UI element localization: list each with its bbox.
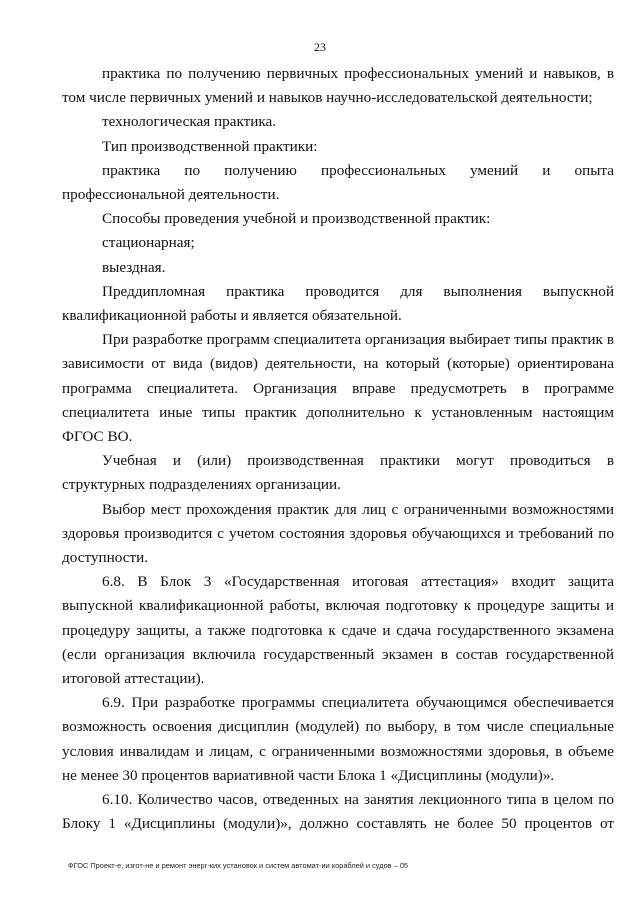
paragraph-field: выездная. <box>102 258 166 276</box>
paragraph-technological-practice: технологическая практика. <box>102 113 277 131</box>
paragraph-disabilities: Выбор мест прохождения практик для лиц с ограниченными возможностями здоровья производится с учетом состояния здоровья обучающихся и требований по доступности. <box>62 500 614 567</box>
page-footer: ФГОС Проект-е, изгот-не и ремонт энерг-ких установок и систем автомат-ии кораблей и судов – 05 <box>68 861 409 870</box>
paragraph-program-development: При разработке программ специалитета организация выбирает типы практик в зависимости от вида (видов) деятельности, на который (которые) ориентирована программа специалитета. Организация вправе предусмотреть в программе специалитета иные типы практик дополнительно к установленным настоящим ФГОС ВО. <box>62 331 614 446</box>
page-number: 23 <box>314 40 326 54</box>
paragraph-6-9: 6.9. При разработке программы специалитета обучающимся обеспечивается возможность освоения дисциплин (модулей) по выбору, в том числе специальные условия инвалидам и лицам, с ограниченными возможностями здоровья, в объеме не менее 30 процентов вариативной части Блока 1 «Дисциплины (модули)». <box>62 694 614 784</box>
paragraph-methods-heading: Способы проведения учебной и производственной практик: <box>102 210 491 228</box>
document-body <box>62 62 614 837</box>
paragraph-practice-primary: практика по получению первичных профессиональных умений и навыков, в том числе первичных умений и навыков научно-исследовательской деятельности; <box>62 65 614 107</box>
paragraph-6-10: 6.10. Количество часов, отведенных на занятия лекционного типа в целом по Блоку 1 «Дисциплины (модули)», должно составлять не более 50 процентов от <box>62 791 614 833</box>
paragraph-practice-professional: практика по получению профессиональных умений и опыта профессиональной деятельности. <box>62 161 614 204</box>
paragraph-structural-units: Учебная и (или) производственная практики могут проводиться в структурных подразделениях организации. <box>62 452 614 494</box>
paragraph-6-8: 6.8. В Блок 3 «Государственная итоговая аттестация» входит защита выпускной квалификационной работы, включая подготовку к процедуре защиты и процедуру защиты, а также подготовка к сдаче и сдача государственного экзамена (если организация включила государственный экзамен в состав государственной итоговой аттестации). <box>62 573 614 688</box>
paragraph-stationary: стационарная; <box>102 234 195 252</box>
paragraph-pre-diploma: Преддипломная практика проводится для выполнения выпускной квалификационной работы и является обязательной. <box>62 282 614 325</box>
paragraph-production-type-heading: Тип производственной практики: <box>102 137 318 155</box>
